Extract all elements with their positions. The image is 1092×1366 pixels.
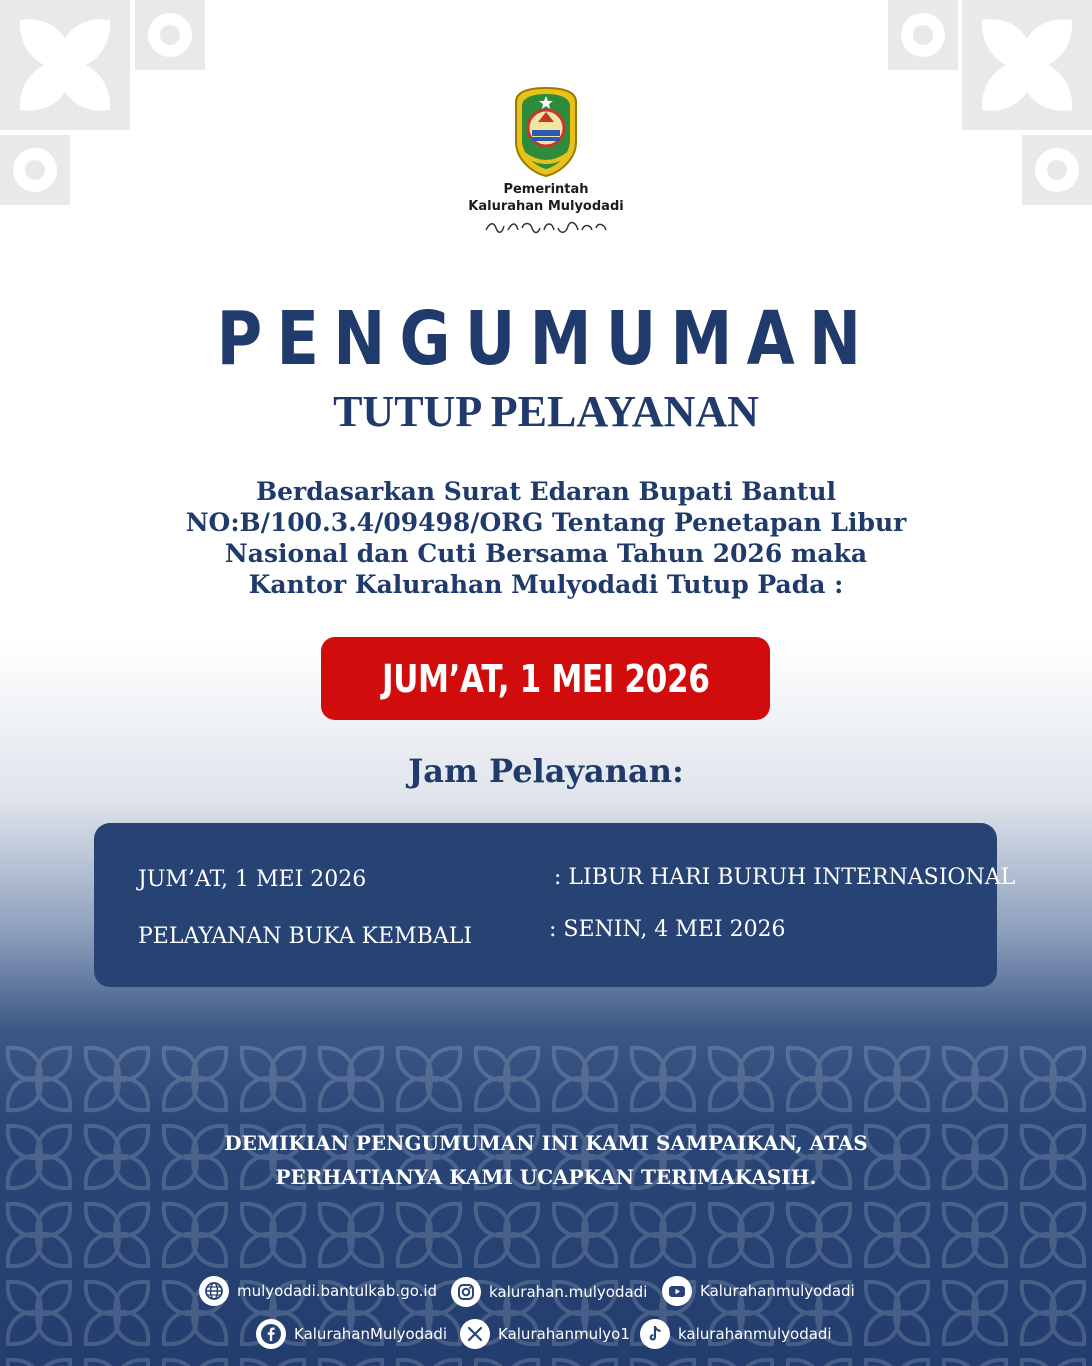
batik-pattern-top-right (888, 0, 1092, 210)
schedule-row-label: JUM’AT, 1 MEI 2026 (138, 867, 367, 892)
social-youtube[interactable] (662, 1276, 855, 1306)
social-website[interactable] (199, 1276, 437, 1306)
batik-pattern-bottom (0, 1040, 1092, 1366)
batik-pattern-top-left (0, 0, 210, 210)
closing-line: DEMIKIAN PENGUMUMAN INI KAMI SAMPAIKAN, ATAS (224, 1131, 868, 1155)
closing-message (0, 1126, 1092, 1194)
page-title: PENGUMUMAN (216, 296, 876, 382)
social-website-text: mulyodadi.bantulkab.go.id (237, 1282, 438, 1300)
social-facebook[interactable] (256, 1319, 447, 1349)
globe-icon (199, 1276, 229, 1306)
kalurahan-emblem-logo (510, 82, 582, 178)
social-x-text: Kalurahanmulyo1 (498, 1325, 630, 1343)
page-subtitle: TUTUP PELAYANAN (333, 387, 759, 436)
closure-date-badge (321, 637, 770, 720)
social-youtube-text: Kalurahanmulyodadi (700, 1282, 855, 1300)
javanese-script-org-name (484, 218, 608, 238)
social-x[interactable] (460, 1319, 630, 1349)
social-instagram[interactable] (451, 1277, 647, 1307)
body-line: Nasional dan Cuti Bersama Tahun 2026 maka (224, 539, 868, 568)
schedule-heading: Jam Pelayanan: (408, 752, 684, 790)
x-icon (460, 1319, 490, 1349)
facebook-icon (256, 1319, 286, 1349)
social-tiktok-text: kalurahanmulyodadi (678, 1325, 832, 1343)
social-tiktok[interactable] (640, 1319, 832, 1349)
instagram-icon (451, 1277, 481, 1307)
closure-date-text: JUM’AT, 1 MEI 2026 (381, 656, 710, 701)
org-name-line1: Pemerintah (503, 182, 589, 197)
announcement-body (150, 476, 942, 600)
org-name-line2: Kalurahan Mulyodadi (468, 199, 624, 214)
youtube-icon (662, 1276, 692, 1306)
schedule-panel (94, 823, 1016, 987)
social-instagram-text: kalurahan.mulyodadi (489, 1283, 648, 1301)
schedule-row-value: : SENIN, 4 MEI 2026 (549, 917, 786, 942)
body-line: NO:B/100.3.4/09498/ORG Tentang Penetapan Libur (185, 508, 907, 537)
schedule-row-value: : LIBUR HARI BURUH INTERNASIONAL (554, 865, 1016, 890)
body-line: Berdasarkan Surat Edaran Bupati Bantul (255, 477, 837, 506)
closing-line: PERHATIANYA KAMI UCAPKAN TERIMAKASIH. (275, 1165, 817, 1189)
schedule-row-label: PELAYANAN BUKA KEMBALI (138, 924, 473, 949)
body-line: Kantor Kalurahan Mulyodadi Tutup Pada : (248, 570, 844, 599)
social-facebook-text: KalurahanMulyodadi (294, 1325, 448, 1343)
tiktok-icon (640, 1319, 670, 1349)
